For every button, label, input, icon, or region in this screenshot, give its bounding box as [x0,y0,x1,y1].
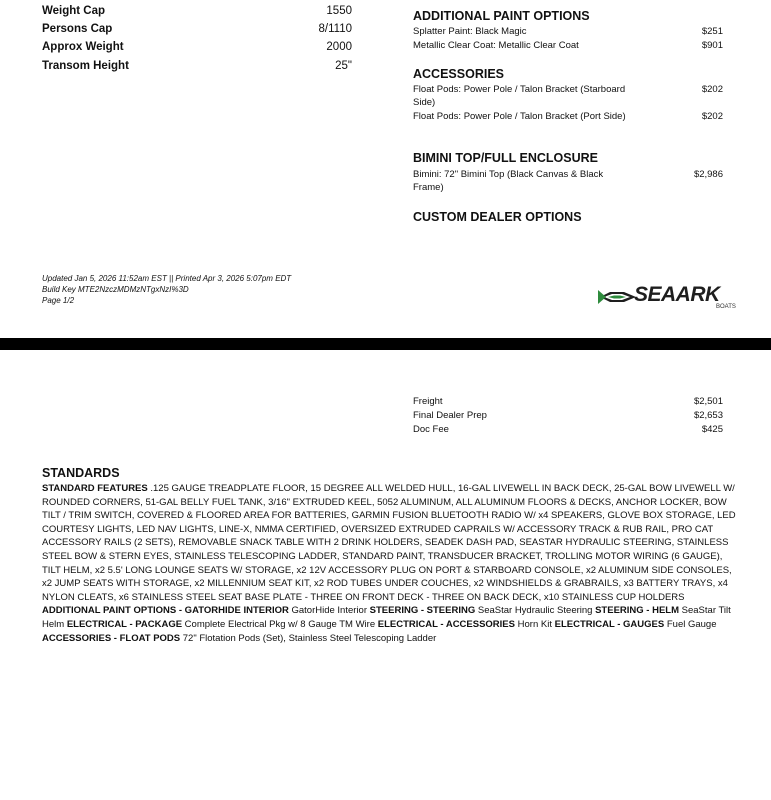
fee-row [413,424,723,437]
option-price: $901 [701,40,723,51]
standards-title: STANDARDS [42,466,120,480]
standards-body [42,482,742,645]
option-desc: Bimini: 72" Bimini Top (Black Canvas & Black Frame) [413,169,604,193]
footer-updated: Updated Jan 5, 2026 11:52am EST || Printed Apr 3, 2026 5:07pm EDT [42,274,292,283]
option-desc: Float Pods: Power Pole / Talon Bracket (Starboard Side) [413,84,626,108]
fee-label: Freight [413,396,443,407]
option-desc: Float Pods: Power Pole / Talon Bracket (Port Side) [413,111,626,122]
spec-persons-cap [42,23,352,41]
standards-heading: ELECTRICAL - GAUGES [554,618,665,630]
standards-text: .125 GAUGE TREADPLATE FLOOR, 15 DEGREE ALL WELDED HULL, 16-GAL LIVEWELL IN BACK DECK, 25-GAL BOW LIVEWELL W/ ROUNDED CORNERS, 51-GAL BELLY FUEL TANK, 3/16" EXTRUDED KEEL, 5052 ALUMINUM, ALL ALUMINUM FLOORS & DECKS, ANCHOR LOCKER, BOW TILT / TRIM SWITCH, COVERED & FLOORED AREA FOR BATTERIES, GARMIN FUSION BLUETOOTH RADIO W/ x4 SPEAKERS, GLOVE BOX STORAGE, LED COURTESY LIGHTS, LED NAV LIGHTS, LINE-X, NMMA CERTIFIED, OVERSIZED EXTRUDED CAPRAILS W/ ACCESSORY TRACK & RUB RAIL, PRO CAT ACCESSORY RAILS (2 SETS), REMOVABLE SNACK TABLE WITH 2 DRINK HOLDERS, SEADEK DASH PAD, SEASTAR HYDRAULIC STEERING, STAINLESS STEEL BOW & STERN EYES, STAINLESS TELESCOPING LADDER, STANDARD PAINT, TRANSDUCER BRACKET, TROLLING MOTOR WIRING (6 GAUGE), TILT HELM, x2 5.5' LONG LOUNGE SEATS W/ STORAGE, x2 12V ACCESSORY PLUG ON PORT & STARBOARD CONSOLE, x2 ALUMINUM SIDE CONSOLES, x2 JUMP SEATS WITH STORAGE, x2 MILLENNIUM SEAT KIT, x2 ROD TUBES UNDER COUCHES, x2 WINDSHIELDS & GRABRAILS, x3 BATTERY TRAYS, x4 NYLON CLEATS, x6 STAINLESS STEEL SEAT BASE PLATE - THREE ON FRONT DECK - THREE ON BACK DECK, x10 STAINLESS CUP HOLDERS [42,483,736,603]
spec-weight-cap [42,5,352,23]
page-footer [42,273,291,306]
standards-heading: STEERING - HELM [595,605,680,617]
option-price: $2,986 [693,169,723,180]
footer-page-number: Page 1/2 [42,296,75,305]
spec-label: Persons Cap [42,23,113,35]
spec-value: 8/1110 [318,23,352,35]
spec-value: 2000 [326,41,352,53]
spec-label: Transom Height [42,60,129,72]
standards-text: GatorHide Interior [288,605,370,617]
standards-heading: STEERING - STEERING [369,605,476,617]
fee-row [413,410,723,423]
standards-text: 72" Flotation Pods (Set), Stainless Steel Telescoping Ladder [180,632,437,644]
spec-value: 25" [335,60,352,72]
section-title-accessories: ACCESSORIES [413,67,504,81]
fee-label: Final Dealer Prep [413,410,487,421]
section-title-custom: CUSTOM DEALER OPTIONS [413,210,582,224]
standards-text: Horn Kit [515,618,555,630]
fee-price: $2,653 [693,410,723,421]
option-price: $251 [701,26,723,37]
section-title-paint: ADDITIONAL PAINT OPTIONS [413,9,590,23]
option-price: $202 [701,84,723,95]
standards-text: Fuel Gauge [664,618,717,630]
seaark-fish-icon [598,286,638,308]
standards-heading: ADDITIONAL PAINT OPTIONS - GATORHIDE INTERIOR [42,605,289,617]
seaark-logo [598,283,740,313]
spec-value: 1550 [326,5,352,17]
logo-subtitle: BOATS [716,304,736,310]
option-desc: Splatter Paint: Black Magic [413,26,527,37]
standards-heading: ACCESSORIES - FLOAT PODS [42,632,181,644]
section-title-bimini: BIMINI TOP/FULL ENCLOSURE [413,151,598,165]
fee-row [413,396,723,409]
option-row [413,168,723,194]
fee-price: $425 [701,424,723,435]
standards-text: SeaStar Hydraulic Steering [475,605,596,617]
standards-heading: STANDARD FEATURES [42,483,148,494]
spec-label: Weight Cap [42,5,106,17]
fee-price: $2,501 [693,396,723,407]
standards-heading: ELECTRICAL - ACCESSORIES [377,618,515,630]
standards-text: Complete Electrical Pkg w/ 8 Gauge TM Wire [182,618,378,630]
option-price: $202 [701,111,723,122]
logo-wordmark: SEAARK [634,283,720,306]
spec-transom-height [42,60,352,78]
option-row [413,83,723,109]
fee-label: Doc Fee [413,424,449,435]
option-row [413,110,723,123]
option-row [413,25,723,38]
spec-label: Approx Weight [42,41,124,53]
page-2 [0,350,771,800]
spec-approx-weight [42,41,352,59]
page-1 [0,0,771,338]
option-desc: Metallic Clear Coat: Metallic Clear Coat [413,40,579,51]
standards-heading: ELECTRICAL - PACKAGE [66,618,183,630]
option-row [413,39,723,52]
standards-text: SeaStar Tilt Helm [42,605,731,630]
footer-build-key: Build Key MTE2NzczMDMzNTgxNzI%3D [42,285,189,294]
